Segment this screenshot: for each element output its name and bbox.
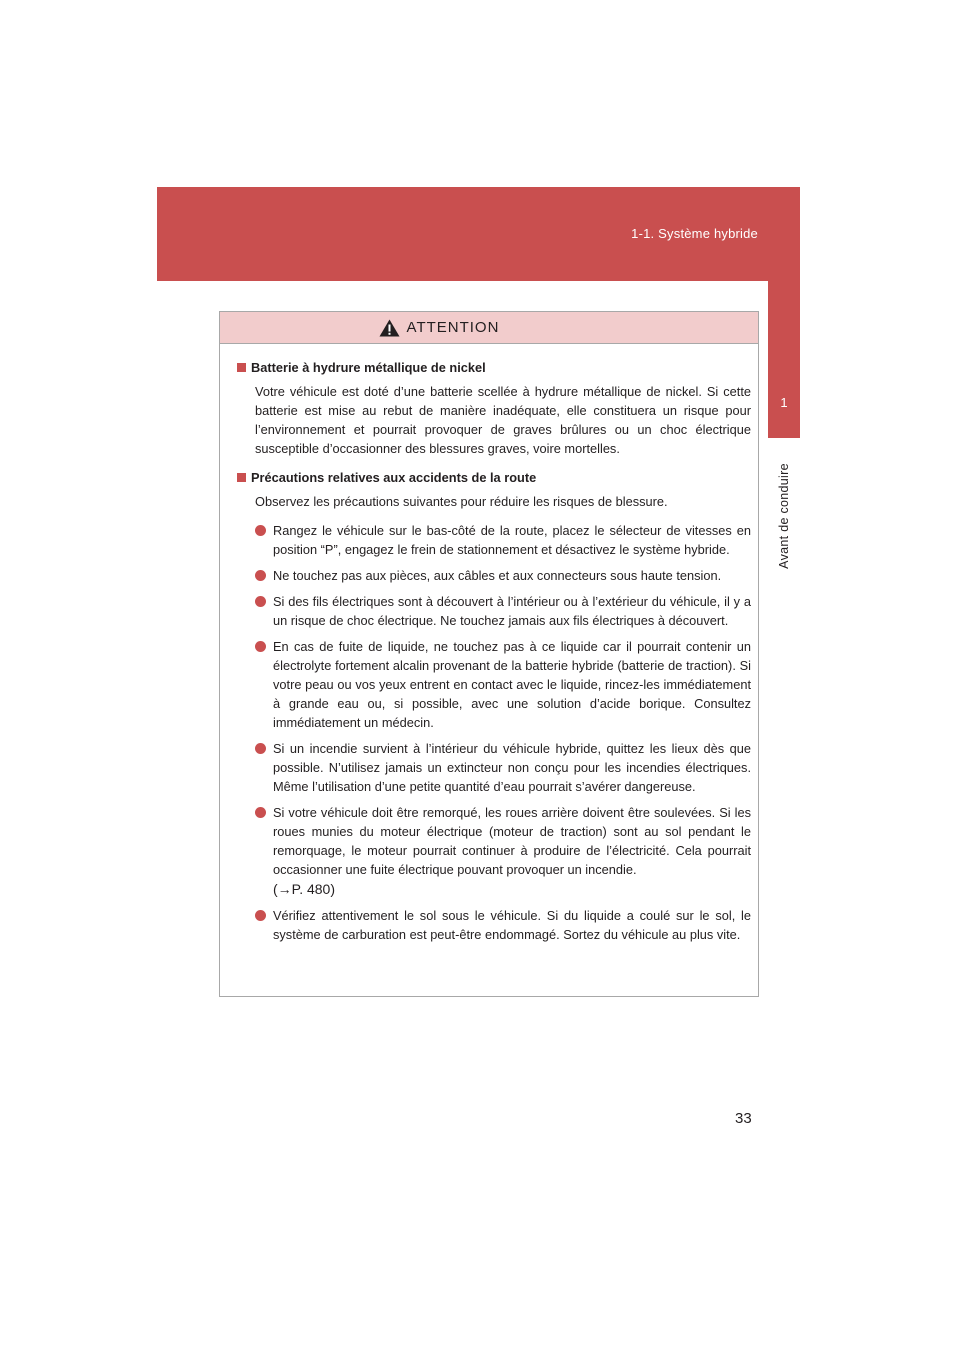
list-item [255,521,751,559]
list-item [255,592,751,630]
list-item-text: Vérifiez attentivement le sol sous le véhicule. Si du liquide a coulé sur le sol, le système de carburation est peut-être endommagé. Sortez du véhicule au plus vite. [273,908,751,942]
warning-title: ATTENTION [406,319,500,336]
square-bullet-icon [237,363,246,372]
accidents-intro-paragraph: Observez les précautions suivantes pour réduire les risques de blessure. [255,494,668,509]
list-item [255,906,751,944]
list-item [255,739,751,796]
list-item-text: Si votre véhicule doit être remorqué, les roues arrière doivent être soulevées. Si les roues munies du moteur électrique (moteur de traction) sont au sol pendant le remorquage, le moteur pourrait continuer à produire de l’électricité. Cela pourrait occasionner une fuite électrique pouvant provoquer un incendie. [273,805,751,877]
list-item-text: Si des fils électriques sont à découvert à l’intérieur ou à l’extérieur du véhicule, il y a un risque de choc électrique. Ne touchez jamais aux fils électriques à découvert. [273,594,751,628]
bullet-dot-icon [255,910,266,921]
chapter-label: Avant de conduire [777,463,791,569]
list-item [255,803,751,899]
bullet-dot-icon [255,596,266,607]
page-reference-link[interactable]: (→P. 480) [273,881,335,897]
bullet-dot-icon [255,807,266,818]
warning-box [219,311,759,997]
square-bullet-icon [237,473,246,482]
section-heading-text: Batterie à hydrure métallique de nickel [251,360,486,375]
battery-paragraph: Votre véhicule est doté d’une batterie scellée à hydrure métallique de nickel. Si cette batterie est mise au rebut de manière inadéquate, elle constituera un risque pour l’environnement et pourrait provoquer de graves brûlures ou un choc électrique susceptible d’occasionner des blessures graves, voire mortelles. [255,384,751,456]
page-number: 33 [735,1110,752,1127]
list-item-text: Si un incendie survient à l’intérieur du véhicule hybride, quittez les lieux dès que possible. N’utilisez jamais un extincteur non conçu pour les incendies électriques. Même l’utilisation d’une petite quantité d’eau pourrait s’avérer dangereuse. [273,741,751,794]
precautions-list [255,521,751,944]
bullet-dot-icon [255,525,266,536]
section-heading-accidents [237,468,751,487]
warning-header [220,312,758,344]
section-title: 1-1. Système hybride [631,226,758,241]
section-heading-text: Précautions relatives aux accidents de la route [251,470,537,485]
chapter-label-container [768,451,800,581]
warning-triangle-icon [379,319,400,337]
chapter-tab[interactable] [768,281,800,438]
section-header-band [157,187,800,281]
list-item-text: En cas de fuite de liquide, ne touchez pas à ce liquide car il pourrait contenir un électrolyte fortement alcalin provenant de la batterie hybride (batterie de traction). Si votre peau ou vos yeux entrent en contact avec le liquide, rincez-les immédiatement à grande eau ou, si possible, avec une solution d’acide borique. Consultez immédiatement un médecin. [273,639,751,730]
warning-body [220,344,758,944]
bullet-dot-icon [255,570,266,581]
list-item-text: Ne touchez pas aux pièces, aux câbles et aux connecteurs sous haute tension. [273,568,722,583]
list-item-text: Rangez le véhicule sur le bas-côté de la route, placez le sélecteur de vitesses en position “P”, engagez le frein de stationnement et désactivez le système hybride. [273,523,751,557]
list-item [255,566,751,585]
chapter-number: 1 [780,395,788,410]
section-heading-battery [237,358,751,377]
list-item [255,637,751,732]
bullet-dot-icon [255,641,266,652]
bullet-dot-icon [255,743,266,754]
